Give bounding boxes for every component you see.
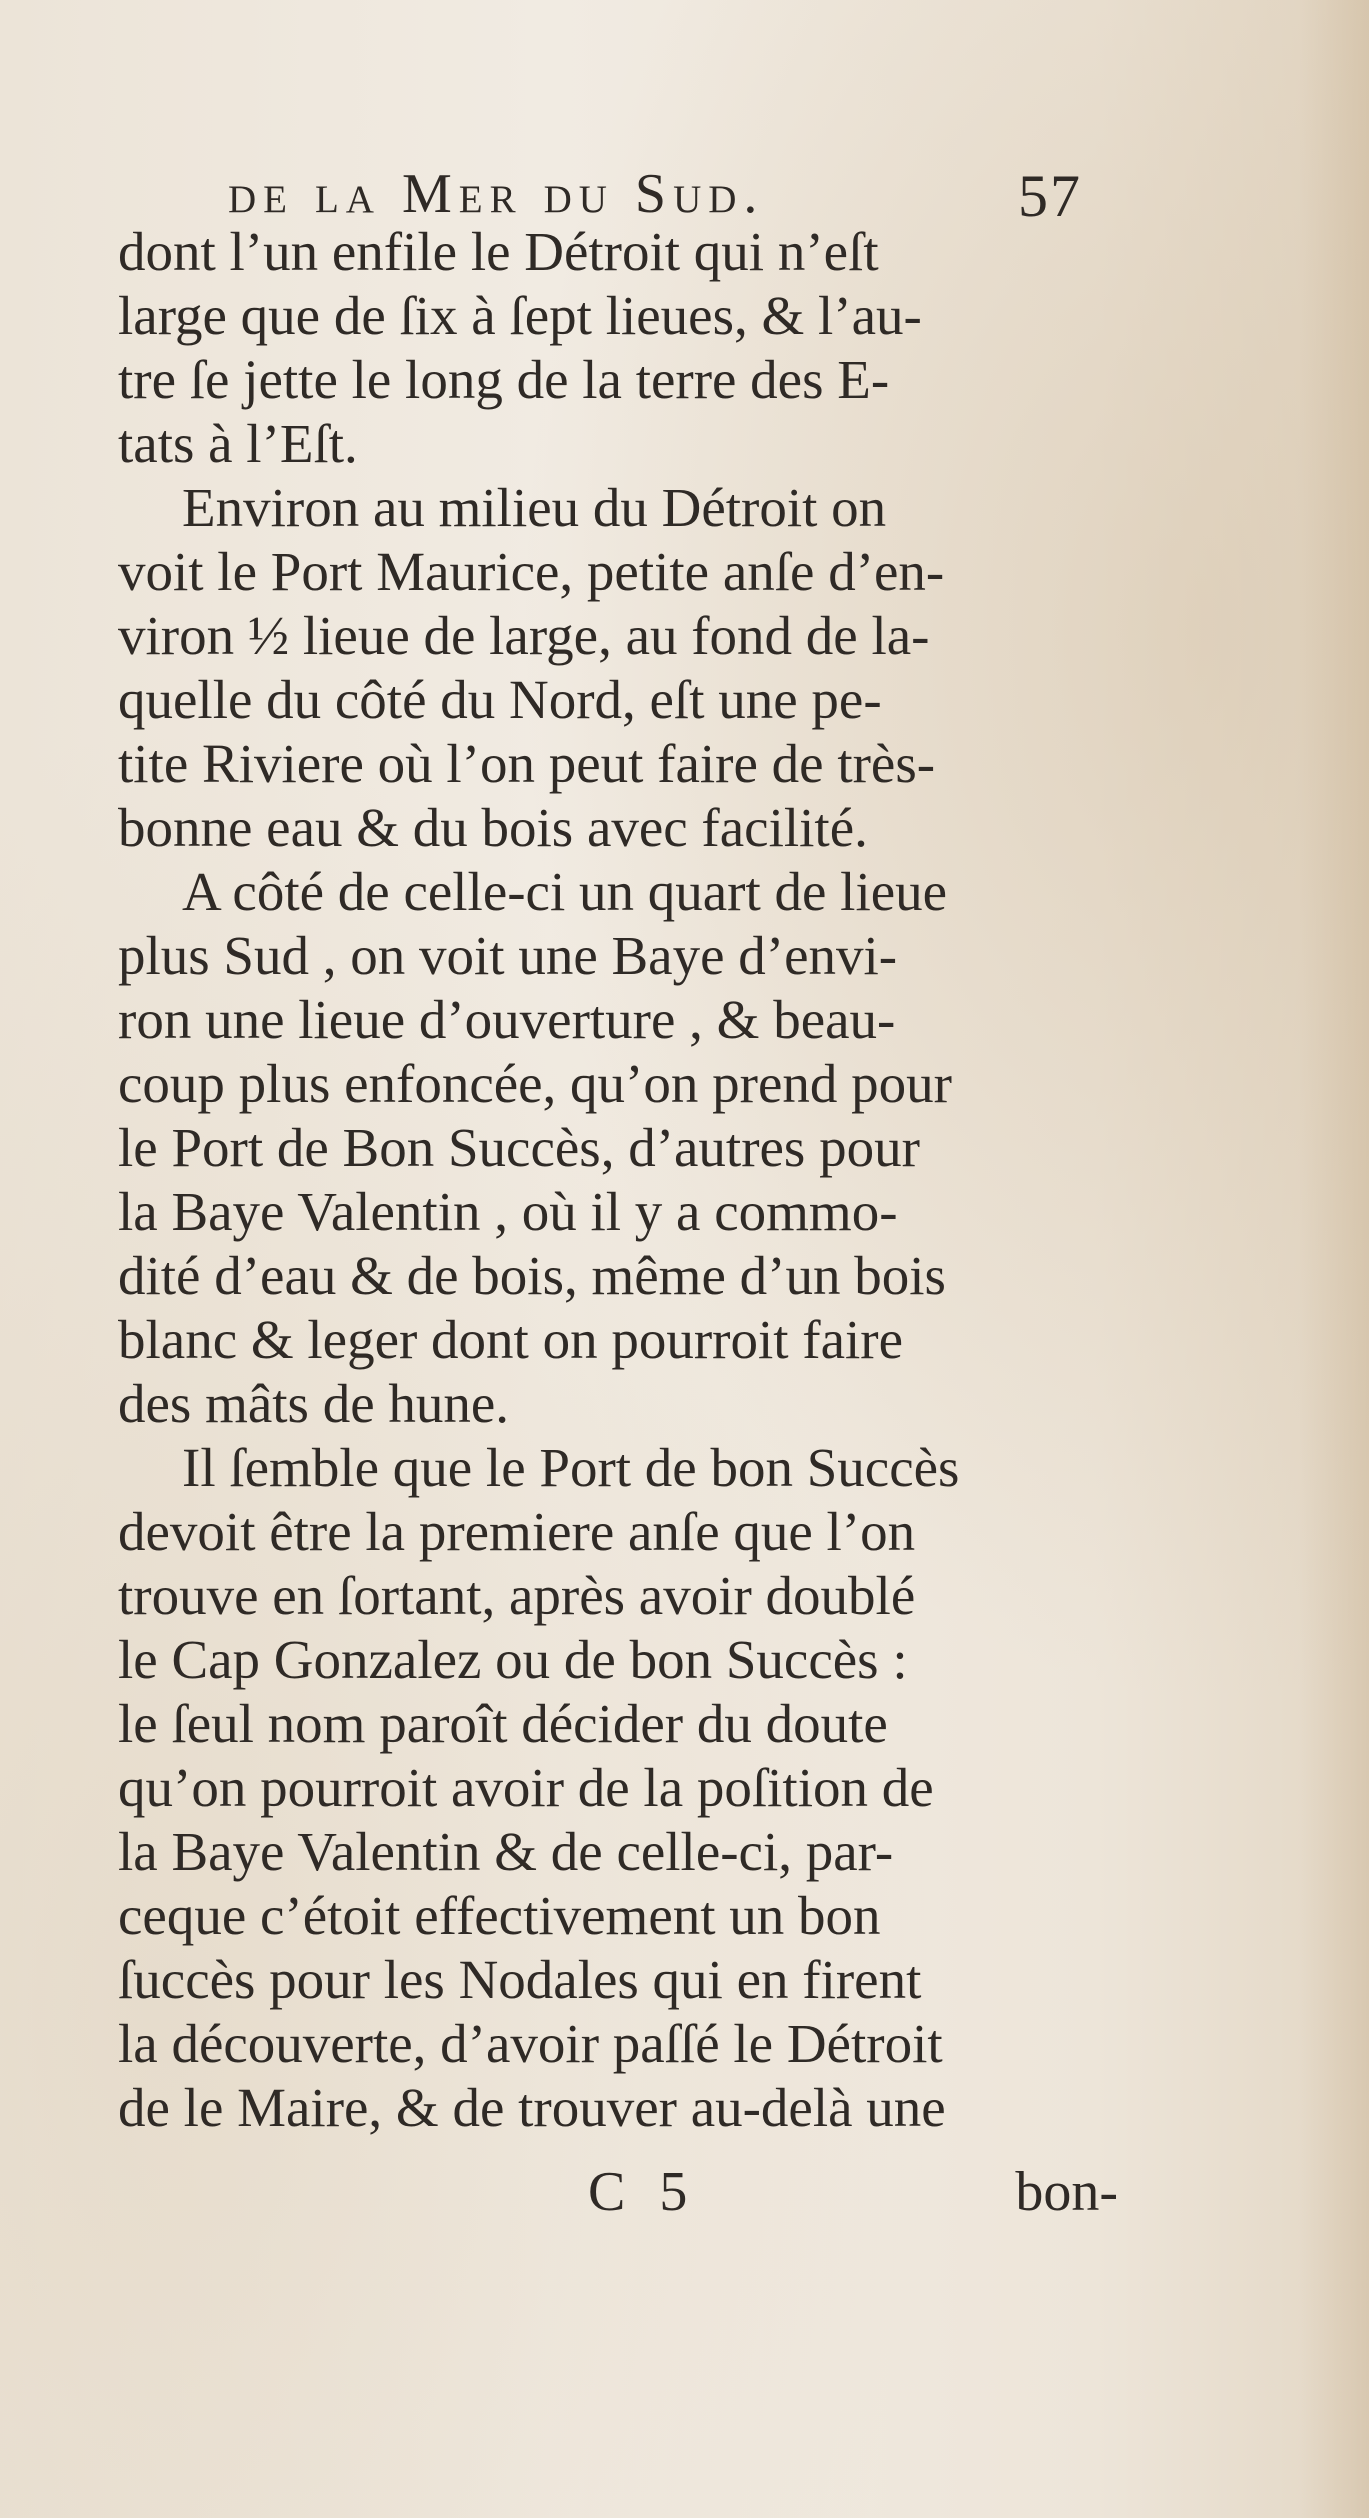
text-line: dont l’un enfile le Détroit qui n’eſt	[118, 221, 879, 282]
text-line: la Baye Valentin & de celle-ci, par-	[118, 1821, 894, 1882]
page-number: 57	[1018, 163, 1082, 229]
text-line: voit le Port Maurice, petite anſe d’en-	[118, 541, 945, 602]
text-line: trouve en ſortant, après avoir doublé	[118, 1565, 916, 1626]
text-line: bonne eau & du bois avec facilité.	[118, 797, 868, 858]
text-line: viron ½ lieue de large, au fond de la-	[118, 605, 930, 666]
text-line: plus Sud , on voit une Baye d’envi-	[118, 925, 898, 986]
catchword: bon-	[1015, 2161, 1118, 2223]
page-footer	[118, 2160, 1118, 2230]
text-line: quelle du côté du Nord, eſt une pe-	[118, 669, 882, 730]
text-line: qu’on pourroit avoir de la poſition de	[118, 1757, 934, 1818]
text-line: ceque c’étoit effectivement un bon	[118, 1885, 881, 1946]
text-line: tre ſe jette le long de la terre des E-	[118, 349, 890, 410]
paragraph-start-line: Il ſemble que le Port de bon Succès	[182, 1437, 960, 1498]
text-line: coup plus enfoncée, qu’on prend pour	[118, 1053, 952, 1114]
paragraph-start-line: A côté de celle-ci un quart de lieue	[182, 861, 948, 922]
text-line: devoit être la premiere anſe que l’on	[118, 1501, 916, 1562]
text-line: la Baye Valentin , où il y a commo-	[118, 1181, 898, 1242]
text-line: ſuccès pour les Nodales qui en firent	[118, 1949, 922, 2010]
text-line: tats à l’Eſt.	[118, 413, 358, 474]
text-line: des mâts de hune.	[118, 1373, 510, 1434]
text-line: le Port de Bon Succès, d’autres pour	[118, 1117, 920, 1178]
body-text	[118, 220, 1118, 2140]
text-line: tite Riviere où l’on peut faire de très-	[118, 733, 936, 794]
running-title: de la Mer du Sud.	[228, 163, 765, 225]
signature-mark: C 5	[588, 2161, 698, 2223]
text-line: ron une lieue d’ouverture , & beau-	[118, 989, 896, 1050]
text-line: le Cap Gonzalez ou de bon Succès :	[118, 1629, 908, 1690]
text-line: large que de ſix à ſept lieues, & l’au-	[118, 285, 922, 346]
paragraph-start-line: Environ au milieu du Détroit on	[182, 477, 887, 538]
text-line: le ſeul nom paroît décider du doute	[118, 1693, 888, 1754]
text-line: dité d’eau & de bois, même d’un bois	[118, 1245, 946, 1306]
text-line: blanc & leger dont on pourroit faire	[118, 1309, 904, 1370]
text-line: de le Maire, & de trouver au-delà une	[118, 2077, 946, 2138]
text-line: la découverte, d’avoir paſſé le Détroit	[118, 2013, 943, 2074]
